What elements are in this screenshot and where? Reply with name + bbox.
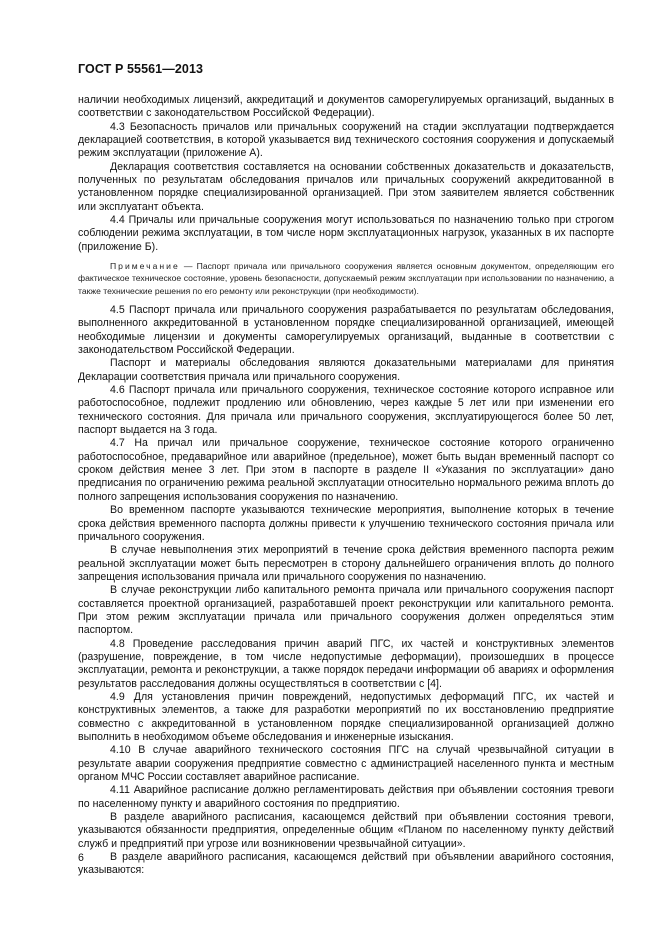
paragraph: 4.7 На причал или причальное сооружение, техническое состояние которого ограниченно работоспособное, предаварийное или аварийное (предельное), может быть выдан временный паспорт со сроком действия менее 3 лет. При этом в паспорте в разделе II «Указания по эксплуатации» дано предписания по ограничению режима реальной эксплуатации относительно нормального режима вплоть до полного запрещения использования сооружения по назначению. <box>78 437 614 503</box>
paragraph: 4.3 Безопасность причалов или причальных сооружений на стадии эксплуатации подтверждается декларацией соответствия, в которой указывается вид технического состояния сооружения и допускаемый режим эксплуатации (приложение А). <box>78 120 614 160</box>
paragraph: 4.9 Для установления причин повреждений, недопустимых деформаций ПГС, их частей и конструктивных элементов, а также для разработки мероприятий по их восстановлению предприятие совместно с аккредитованной в установленном порядке специализированной организацией должно выполнить в необходимом объеме обследования и инженерные изыскания. <box>78 690 614 744</box>
paragraph: 4.4 Причалы или причальные сооружения могут использоваться по назначению только при строгом соблюдении режима эксплуатации, в том числе норм эксплуатационных нагрузок, указанных в их паспорте (приложение Б). <box>78 214 614 253</box>
note-text: — Паспорт причала или причального сооружения является основным документом, определяющим его фактическое техническое состояние, уровень безопасности, допускаемый режим эксплуатации при использовании по назначению, а также технические решения по его ремонту или реконструкции (при необходимости). <box>78 261 614 296</box>
paragraph: 4.5 Паспорт причала или причального сооружения разрабатывается по результатам обследования, выполненного аккредитованной в установленном порядке специализированной организацией, имеющей необходимые лицензии и документы саморегулируемых организаций, выданные в соответствии с законодательством Российской Федерации. <box>78 304 614 357</box>
paragraph: 4.6 Паспорт причала или причального сооружения, техническое состояние которого исправное или работоспособное, подлежит продлению или обновлению, через каждые 5 лет или при изменении его технического состояния. Для причала или причального сооружения, эксплуатирующегося более 50 лет, паспорт выдается на 3 года. <box>78 384 614 437</box>
paragraph: В случае невыполнения этих мероприятий в течение срока действия временного паспорта режим реальной эксплуатации может быть пересмотрен в сторону дальнейшего ограничения вплоть до полного запрещения использования причала или причального сооружения по назначению. <box>78 544 614 583</box>
paragraph: В разделе аварийного расписания, касающемся действий при объявлении состояния тревоги, указываются обязанности предприятия, определенные общим «Планом по населенному пункту действий служб и предприятий при угрозе или возникновении чрезвычайной ситуации». <box>78 811 614 850</box>
paragraph: В случае реконструкции либо капитального ремонта причала или причального сооружения паспорт составляется проектной организацией, разработавшей проект реконструкции или капитального ремонта. При этом режим эксплуатации причала или причального сооружения должен определяться этим паспортом. <box>78 584 614 637</box>
note <box>78 260 614 297</box>
note-label: Примечание <box>110 261 180 272</box>
page-number: 6 <box>78 852 84 864</box>
paragraph: В разделе аварийного расписания, касающемся действий при объявлении аварийного состояния, указываются: <box>78 851 614 877</box>
paragraph: Паспорт и материалы обследования являются доказательными материалами для принятия Декларации соответствия причала или причального сооружения. <box>78 357 614 383</box>
paragraph: наличии необходимых лицензий, аккредитаций и документов саморегулируемых организаций, выданных в соответствии с законодательством Российской Федерации). <box>78 94 614 120</box>
paragraph: 4.11 Аварийное расписание должно регламентировать действия при объявлении состояния тревоги по населенному пункту и аварийного состояния по предприятию. <box>78 784 614 810</box>
document-header: ГОСТ Р 55561—2013 <box>78 62 204 76</box>
paragraph: 4.8 Проведение расследования причин аварий ПГС, их частей и конструктивных элементов (разрушение, повреждение, в том числе недопустимые деформации), произошедших в процессе эксплуатации, ремонта и реконструкции, а также порядок передачи информации об авариях и оформления результатов расследования должны осуществляться в соответствии с [4]. <box>78 637 614 690</box>
paragraph: Декларация соответствия составляется на основании собственных доказательств и доказательств, полученных по результатам обследования причалов или причальных сооружений аккредитованной в установленном порядке специализированной организацией. При этом заявителем является собственник или эксплуатант объекта. <box>78 160 614 213</box>
paragraph: 4.10 В случае аварийного технического состояния ПГС на случай чрезвычайной ситуации в результате аварии сооружения предприятие совместно с администрацией населенного пункта и местным органом МЧС России составляет аварийное расписание. <box>78 744 614 784</box>
document-body <box>78 94 614 878</box>
document-page <box>78 62 614 878</box>
paragraph: Во временном паспорте указываются технические мероприятия, выполнение которых в течение срока действия временного паспорта должны привести к улучшению технического состояния причала или причального сооружения. <box>78 504 614 543</box>
